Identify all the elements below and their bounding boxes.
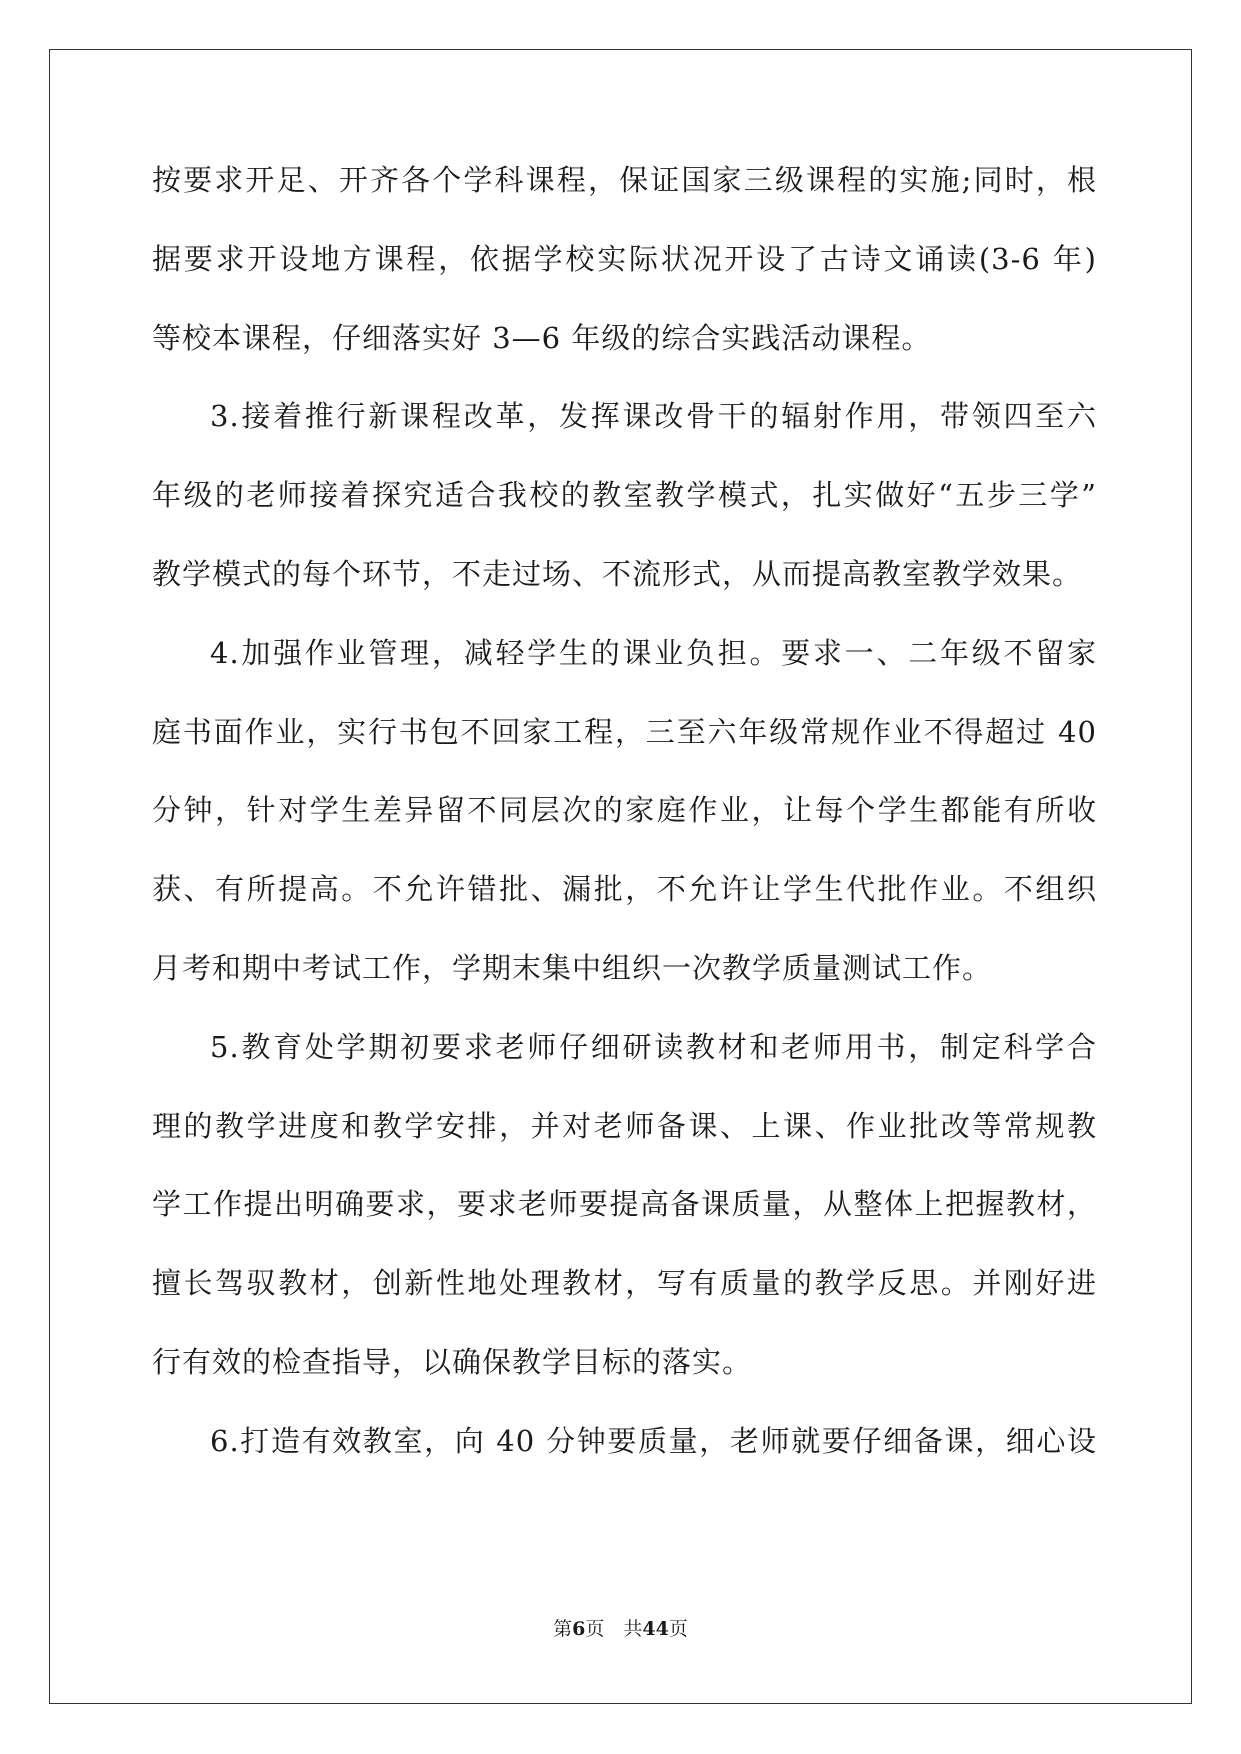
footer-suffix: 页 (668, 1618, 688, 1640)
text-line: 据要求开设地方课程，依据学校实际状况开设了古诗文诵读(3-6 年) (152, 241, 1097, 276)
text-line: 等校本课程，仔细落实好 3—6 年级的综合实践活动课程。 (152, 320, 932, 355)
current-page-number: 6 (572, 1618, 586, 1640)
footer-prefix: 第 (553, 1618, 573, 1640)
text-line: 理的教学进度和教学安排，并对老师备课、上课、作业批改等常规教 (152, 1108, 1097, 1143)
text-line: 擅长驾驭教材，创新性地处理教材，写有质量的教学反思。并刚好进 (152, 1266, 1097, 1301)
text-line: 月考和期中考试工作，学期末集中组织一次教学质量测试工作。 (152, 950, 993, 985)
text-line: 教学模式的每个环节，不走过场、不流形式，从而提高教室教学效果。 (152, 556, 1083, 591)
footer-middle: 页 共 (585, 1618, 643, 1640)
total-page-count: 44 (642, 1618, 669, 1640)
text-line: 6.打造有效教室，向 40 分钟要质量，老师就要仔细备课，细心设 (210, 1423, 1097, 1458)
text-line: 3.接着推行新课程改革，发挥课改骨干的辐射作用，带领四至六 (210, 399, 1097, 434)
text-line: 行有效的检查指导，以确保教学目标的落实。 (152, 1344, 753, 1379)
text-line: 分钟，针对学生差异留不同层次的家庭作业，让每个学生都能有所收 (152, 793, 1097, 828)
text-line: 按要求开足、开齐各个学科课程，保证国家三级课程的实施;同时，根 (152, 163, 1097, 197)
page-footer (0, 1614, 1241, 1641)
text-line: 4.加强作业管理，减轻学生的课业负担。要求一、二年级不留家 (210, 635, 1097, 670)
text-line: 学工作提出明确要求，要求老师要提高备课质量，从整体上把握教材， (152, 1187, 1097, 1222)
text-line: 年级的老师接着探究适合我校的教室教学模式，扎实做好“五步三学” (152, 478, 1097, 513)
text-line: 5.教育处学期初要求老师仔细研读教材和老师用书，制定科学合 (210, 1029, 1097, 1064)
text-line: 获、有所提高。不允许错批、漏批，不允许让学生代批作业。不组织 (152, 872, 1097, 907)
document-body (152, 160, 1097, 1500)
text-line: 庭书面作业，实行书包不回家工程，三至六年级常规作业不得超过 40 (152, 714, 1097, 749)
